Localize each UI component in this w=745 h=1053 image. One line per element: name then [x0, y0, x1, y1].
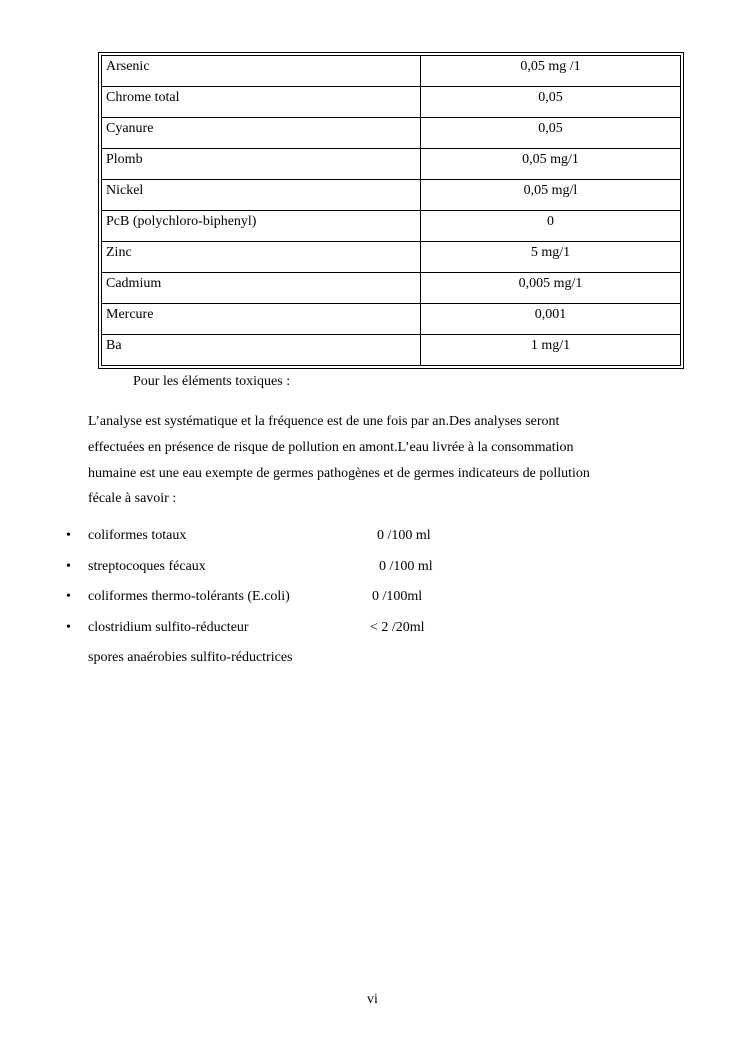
germ-limit-value: 0 /100 ml	[379, 558, 433, 574]
paragraph-line: L’analyse est systématique et la fréquence est de une fois par an.Des analyses seront	[88, 414, 560, 429]
table-row	[102, 211, 681, 242]
table-row	[102, 180, 681, 211]
table-row	[102, 118, 681, 149]
toxic-elements-intro: Pour les éléments toxiques :	[133, 374, 291, 389]
table-row	[102, 149, 681, 180]
parameter-cell: Mercure	[102, 304, 421, 335]
value-cell: 0,05 mg/l	[421, 180, 681, 211]
list-item	[0, 618, 745, 649]
parameter-cell: Arsenic	[102, 56, 421, 87]
paragraph-line: fécale à savoir :	[88, 491, 177, 507]
germ-label: coliformes thermo-tolérants (E.coli)	[88, 589, 290, 605]
parameter-cell: Ba	[102, 335, 421, 366]
list-item	[0, 526, 745, 557]
table-row	[102, 273, 681, 304]
parameter-cell: Zinc	[102, 242, 421, 273]
value-cell: 0,05 mg/1	[421, 149, 681, 180]
value-cell: 5 mg/1	[421, 242, 681, 273]
parameter-cell: Cadmium	[102, 273, 421, 304]
table-row	[102, 335, 681, 366]
value-cell: 0,05 mg /1	[421, 56, 681, 87]
parameter-cell: Plomb	[102, 149, 421, 180]
germ-label: clostridium sulfito-réducteur	[88, 620, 249, 636]
germ-limits-list	[0, 526, 745, 649]
list-item	[0, 587, 745, 618]
page-number: vi	[367, 992, 378, 1007]
value-cell: 0,001	[421, 304, 681, 335]
germ-label: coliformes totaux	[88, 528, 187, 543]
paragraph-line: effectuées en présence de risque de pollution en amont.L’eau livrée à la consommation	[88, 439, 574, 455]
table-row	[102, 87, 681, 118]
germ-label: streptocoques fécaux	[88, 558, 206, 574]
toxic-elements-table	[98, 52, 684, 369]
value-cell: 0	[421, 211, 681, 242]
germ-limit-value: 0 /100 ml	[377, 528, 431, 543]
limits-table	[101, 55, 681, 366]
bullet-icon: •	[66, 528, 71, 543]
value-cell: 1 mg/1	[421, 335, 681, 366]
germ-limit-value: 0 /100ml	[372, 589, 423, 605]
value-cell: 0,05	[421, 87, 681, 118]
bullet-icon: •	[66, 558, 71, 574]
table-row	[102, 304, 681, 335]
value-cell: 0,05	[421, 118, 681, 149]
table-row	[102, 56, 681, 87]
bullet-icon: •	[66, 620, 71, 636]
bullet-icon: •	[66, 589, 71, 605]
spores-note: spores anaérobies sulfito-réductrices	[88, 650, 293, 665]
table-row	[102, 242, 681, 273]
list-item	[0, 557, 745, 588]
analysis-paragraph	[88, 409, 648, 512]
parameter-cell: PcB (polychloro-biphenyl)	[102, 211, 421, 242]
germ-limit-value: < 2 /20ml	[370, 620, 425, 636]
value-cell: 0,005 mg/1	[421, 273, 681, 304]
parameter-cell: Cyanure	[102, 118, 421, 149]
paragraph-line: humaine est une eau exempte de germes pathogènes et de germes indicateurs de pollution	[88, 465, 590, 481]
parameter-cell: Nickel	[102, 180, 421, 211]
parameter-cell: Chrome total	[102, 87, 421, 118]
